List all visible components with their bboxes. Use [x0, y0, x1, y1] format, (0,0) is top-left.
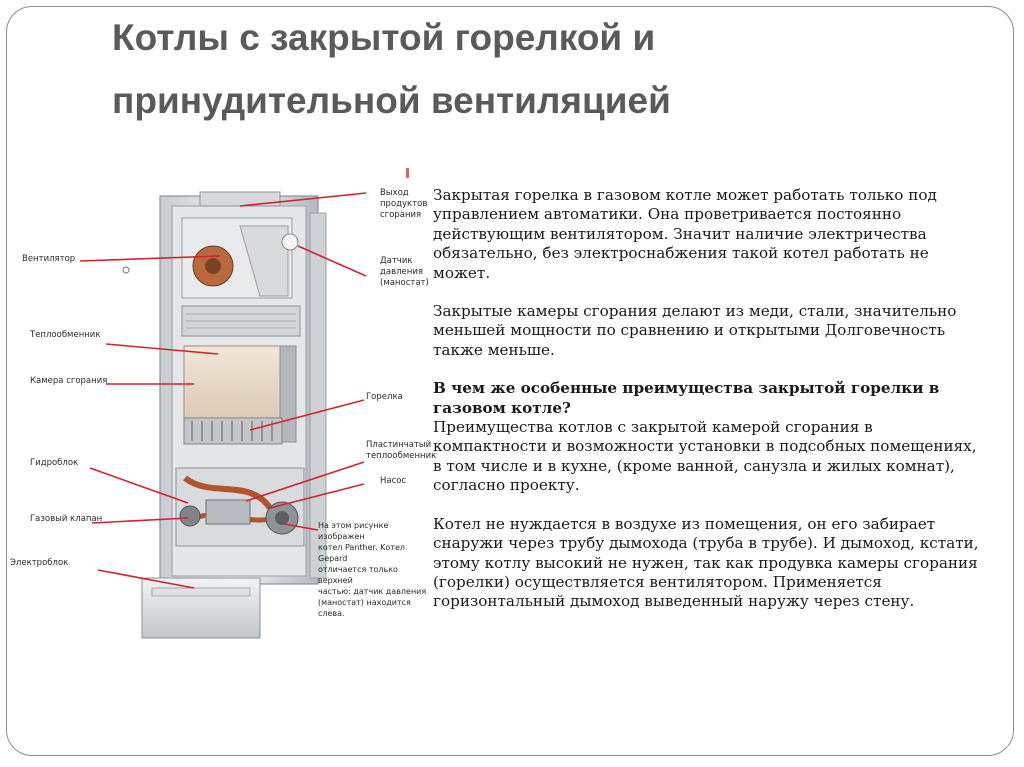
electroblock-box — [142, 578, 260, 638]
label-hydroblock: Гидроблок — [30, 458, 79, 468]
pressure-switch — [282, 234, 298, 250]
label-fan: Вентилятор — [22, 254, 76, 264]
label-gas-valve: Газовый клапан — [30, 514, 103, 524]
slide-title-line-1: Котлы с закрытой горелкой и — [112, 17, 656, 58]
label-diagram-note: На этом рисунке изображен котел Panther. Kотел Gepard отличается только верхней частью: датчик давления (маностат) находится слева. — [318, 521, 427, 618]
paragraph-2: Закрытые камеры сгорания делают из меди, стали, значительно меньшей мощности по сравнению и открытыми Долговечность также меньше. — [433, 302, 957, 359]
label-heat-exchanger: Теплообменник — [30, 330, 101, 340]
label-pressure-sensor: Датчик давления (маностат) — [380, 256, 429, 288]
label-exhaust: Выход продуктов сгорания — [380, 188, 428, 220]
boiler-diagram — [10, 178, 437, 648]
plate-exchanger-body — [206, 500, 250, 524]
accent-mark — [406, 168, 409, 178]
combustion-chamber-box — [184, 346, 280, 418]
question-heading: В чем же особенные преимущества закрытой горелки в газовом котле? — [433, 379, 940, 417]
slide-title-line-2: принудительной вентиляцией — [112, 80, 671, 121]
label-plate-exchanger: Пластинчатый теплообменник — [366, 440, 437, 461]
label-electroblock: Электроблок — [10, 558, 69, 568]
label-pump: Насос — [380, 476, 407, 486]
paragraph-3 — [433, 379, 988, 495]
paragraph-3-body: Преимущества котлов с закрытой камерой сгорания в компактности и возможности установки в подсобных помещениях, в том числе и в кухне, (кроме ванной, санузла и жилых комнат), согласно проекту. — [433, 418, 977, 495]
label-burner: Горелка — [366, 392, 403, 402]
fan-hub — [205, 258, 221, 274]
paragraph-1: Закрытая горелка в газовом котле может работать только под управлением автоматики. Она проветривается постоянно действующим вентилятором. Значит наличие электричества обязательно, без электроснабжения такой котел работать не может. — [433, 186, 937, 282]
text-column — [433, 186, 988, 631]
label-combustion-chamber: Камера сгорания — [30, 376, 108, 386]
slide-title — [112, 6, 872, 132]
paragraph-4: Котел не нуждается в воздухе из помещения, он его забирает снаружи через трубу дымохода (труба в трубе). И дымоход, кстати, этому котлу высокий не нужен, так как продувка камеры сгорания (горелки) осуществляется вентилятором. Применяется горизонтальный дымоход выведенный наружу через стену. — [433, 514, 979, 611]
gas-valve-body — [180, 506, 200, 526]
